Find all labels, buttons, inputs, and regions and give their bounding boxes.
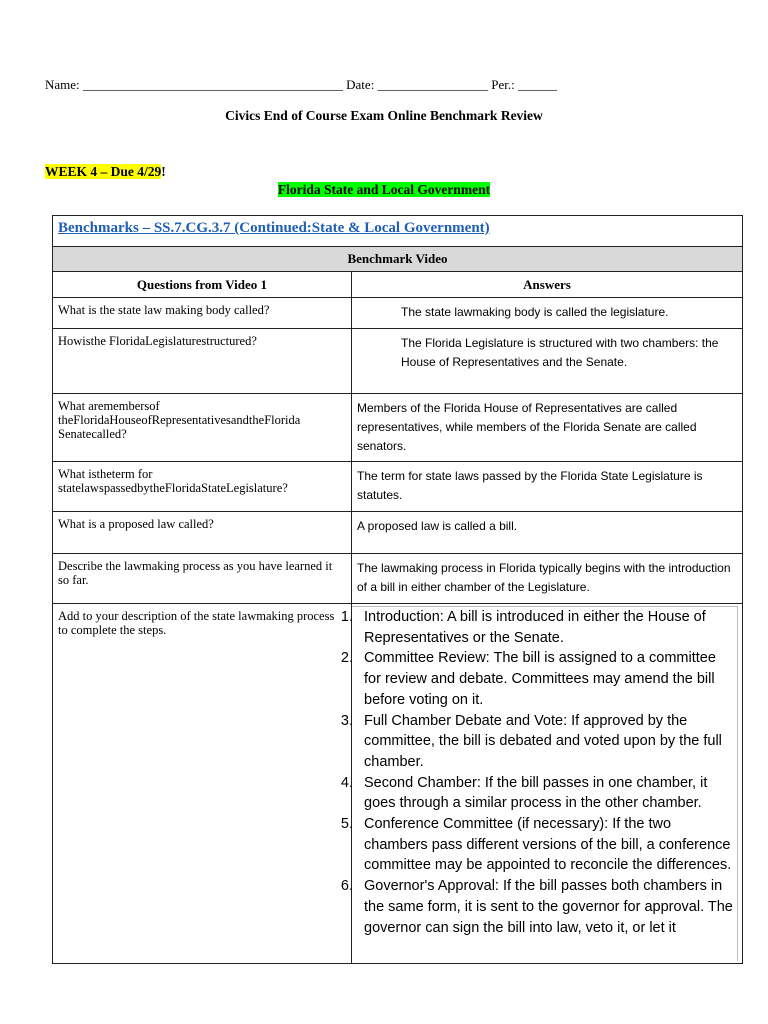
list-item <box>340 876 737 938</box>
week-exclaim: ! <box>161 164 166 179</box>
list-item <box>340 814 737 876</box>
step-number: 2. <box>340 650 353 667</box>
table-row <box>53 604 743 964</box>
table-row <box>53 554 743 604</box>
list-item <box>340 773 737 814</box>
step-number: 1. <box>340 609 353 625</box>
table-row <box>53 512 743 554</box>
steps-list <box>340 607 737 938</box>
answer-cell[interactable]: The term for state laws passed by the Florida State Legislature is statutes. <box>352 462 743 512</box>
answers-column-header: Answers <box>352 272 743 298</box>
step-text: Committee Review: The bill is assigned to a committee for review and debate. Committees may amend the bill before voting on it. <box>364 650 716 708</box>
question-cell: What aremembersof theFloridaHouseofRepresentativesandtheFlorida Senatecalled? <box>53 394 352 462</box>
question-cell: What istheterm for statelawspassedbytheFloridaStateLegislature? <box>53 462 352 512</box>
list-item <box>340 648 737 710</box>
steps-textbox[interactable] <box>340 606 738 961</box>
answer-cell[interactable]: Members of the Florida House of Representatives are called representatives, while members of the Florida Senate are called senators. <box>352 394 743 462</box>
benchmark-video-heading: Benchmark Video <box>53 247 743 272</box>
benchmark-link[interactable]: Benchmarks – SS.7.CG.3.7 (Continued:State & Local Government) <box>58 220 490 236</box>
table-row <box>53 329 743 394</box>
benchmark-cell <box>53 216 743 247</box>
steps-answer-cell[interactable] <box>340 604 743 964</box>
step-number: 5. <box>340 816 353 833</box>
question-cell: What is the state law making body called? <box>53 298 352 329</box>
step-text: Full Chamber Debate and Vote: If approved by the committee, the bill is debated and voted upon by the full chamber. <box>364 712 722 770</box>
week-due-highlight: WEEK 4 – Due 4/29 <box>45 164 162 179</box>
table-row <box>53 298 743 329</box>
list-item <box>340 607 737 648</box>
step-number: 6. <box>340 878 353 895</box>
step-number: 4. <box>340 774 353 791</box>
table-row <box>53 394 743 462</box>
question-cell: What is a proposed law called? <box>53 512 352 554</box>
step-text: Conference Committee (if necessary): If the two chambers pass different versions of the bill, a conference committee may be appointed to reconcile the differences. <box>364 816 732 874</box>
answer-cell[interactable]: The state lawmaking body is called the legislature. <box>352 298 743 329</box>
subject-highlight: Florida State and Local Government <box>277 182 491 197</box>
subject-heading <box>0 182 768 198</box>
step-text: Governor's Approval: If the bill passes both chambers in the same form, it is sent to the governor for approval. The governor can sign the bill into law, veto it, or let it <box>364 878 733 936</box>
question-cell: Add to your description of the state lawmaking process to complete the steps. <box>53 604 352 964</box>
questions-column-header: Questions from Video 1 <box>53 272 352 298</box>
table-row <box>53 462 743 512</box>
answer-cell[interactable]: The lawmaking process in Florida typically begins with the introduction of a bill in either chamber of the Legislature. <box>352 554 743 604</box>
header-fields-line: Name: ________________________________________ Date: _________________ Per.: ______ <box>45 77 558 92</box>
question-cell: Howisthe FloridaLegislaturestructured? <box>53 329 352 394</box>
benchmark-table <box>52 215 743 964</box>
answer-cell[interactable]: The Florida Legislature is structured with two chambers: the House of Representatives and the Senate. <box>352 329 743 394</box>
list-item <box>340 711 737 773</box>
step-text: Introduction: A bill is introduced in either the House of Representatives or the Senate. <box>364 609 706 646</box>
step-text: Second Chamber: If the bill passes in one chamber, it goes through a similar process in the other chamber. <box>364 774 708 812</box>
step-number: 3. <box>340 712 353 729</box>
week-due-label <box>45 164 166 180</box>
page-title: Civics End of Course Exam Online Benchmark Review <box>225 108 543 123</box>
question-cell: Describe the lawmaking process as you have learned it so far. <box>53 554 352 604</box>
answer-cell[interactable]: A proposed law is called a bill. <box>352 512 743 554</box>
